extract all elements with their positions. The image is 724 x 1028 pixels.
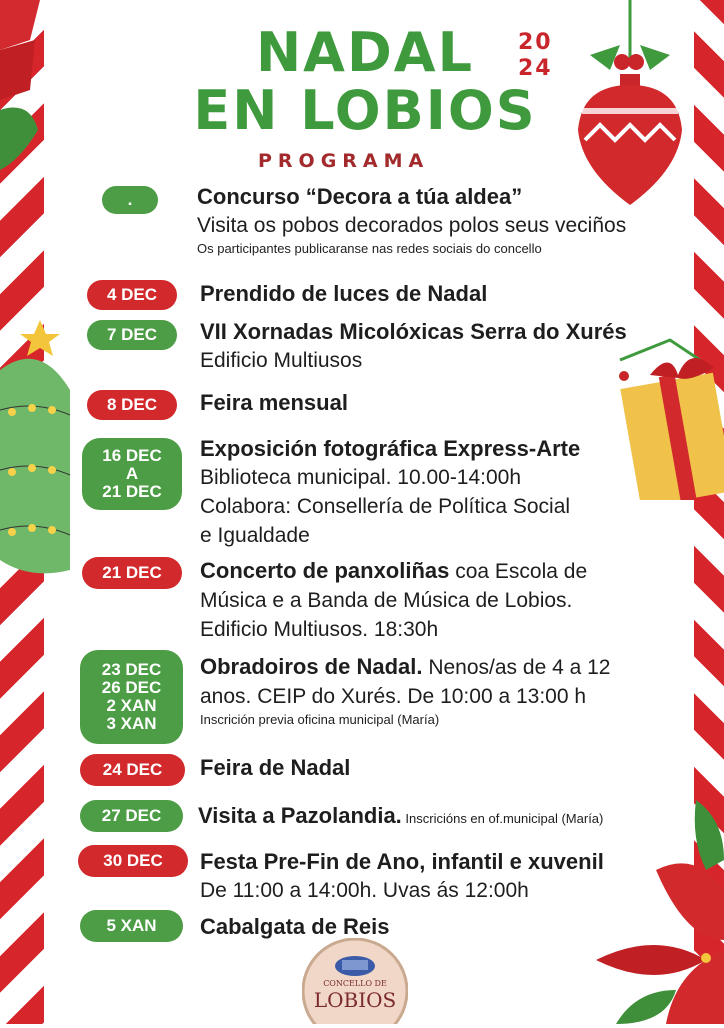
logo-line-2: LOBIOS — [313, 988, 397, 1012]
event-feira-nadal — [200, 753, 350, 782]
event-obradoiros — [200, 652, 610, 729]
date-pill — [82, 557, 182, 589]
date-pill — [82, 438, 182, 510]
event-line: De 11:00 a 14:00h. Uvas ás 12:00h — [200, 879, 529, 902]
event-title-tail: coa Escola de — [449, 560, 588, 583]
event-festa-fin-ano — [200, 847, 604, 905]
event-note: Os participantes publicaranse nas redes sociais do concello — [197, 241, 542, 256]
event-title: Cabalgata de Reis — [200, 914, 390, 939]
date-text: 27 DEC — [101, 806, 162, 825]
event-title-tail: Inscricións en of.municipal (María) — [401, 811, 604, 826]
event-line: Colabora: Consellería de Política Social — [200, 495, 571, 518]
date-text: 4 DEC — [106, 285, 158, 304]
event-line: Edificio Multiusos — [200, 349, 363, 372]
date-pill — [80, 650, 183, 744]
event-cabalgata — [200, 912, 390, 941]
date-text: 30 DEC — [103, 851, 163, 870]
date-pill — [87, 390, 177, 420]
poinsettia-bottom-right-icon — [596, 790, 724, 1024]
date-pill — [80, 754, 185, 786]
title-line-1: NADAL — [255, 21, 474, 84]
date-pill — [80, 800, 183, 832]
year-top: 20 — [518, 30, 553, 55]
event-line: e Igualdade — [200, 524, 310, 547]
date-text: 26 DEC — [101, 678, 162, 697]
date-text: 16 DEC — [102, 446, 162, 465]
event-title: Festa Pre-Fin de Ano, infantil e xuvenil — [200, 849, 604, 874]
event-exposicion — [200, 434, 580, 550]
event-line: Visita os pobos decorados polos seus veciños — [197, 214, 627, 237]
event-pazolandia — [198, 801, 603, 833]
event-title: Concurso “Decora a túa aldea” — [197, 184, 523, 209]
date-text: 5 XAN — [106, 916, 157, 935]
date-pill — [78, 845, 188, 877]
christmas-tree-icon — [0, 300, 80, 580]
date-text: 21 DEC — [102, 482, 162, 501]
event-title: Concerto de panxoliñas — [200, 558, 450, 583]
date-pill — [87, 280, 177, 310]
programa-subtitle: PROGRAMA — [258, 150, 430, 172]
event-line: Biblioteca municipal. 10.00-14:00h — [200, 466, 522, 489]
date-text: A — [125, 464, 139, 483]
gift-box-icon — [610, 320, 724, 500]
event-concerto — [200, 556, 587, 644]
date-pill — [102, 186, 158, 214]
event-line: Música e a Banda de Música de Lobios. — [200, 589, 573, 612]
event-title: Obradoiros de Nadal. — [200, 654, 423, 679]
date-text: 21 DEC — [102, 563, 162, 582]
concello-logo — [302, 938, 408, 1024]
event-note: Inscrición previa oficina municipal (María) — [200, 712, 440, 727]
event-title: Prendido de luces de Nadal — [200, 281, 488, 306]
event-title: Visita a Pazolandia. — [198, 803, 402, 828]
date-pill — [87, 320, 177, 350]
event-line: Edificio Multiusos. 18:30h — [200, 618, 439, 641]
date-text: 23 DEC — [101, 660, 162, 679]
poinsettia-top-left-icon — [0, 0, 60, 200]
event-feira-mensual — [200, 388, 348, 417]
date-text: 2 XAN — [106, 696, 157, 715]
event-line: anos. CEIP do Xurés. De 10:00 a 13:00 h — [200, 685, 587, 708]
date-text: 3 XAN — [106, 714, 157, 733]
date-text: 8 DEC — [106, 395, 158, 414]
date-text: 24 DEC — [102, 760, 163, 779]
year-bottom: 24 — [518, 56, 553, 81]
date-pill — [80, 910, 183, 942]
event-title: Feira de Nadal — [200, 755, 351, 780]
title-line-2: EN LOBIOS — [193, 79, 537, 142]
event-title: VII Xornadas Micolóxicas Serra do Xurés — [200, 319, 627, 344]
date-text: 7 DEC — [106, 325, 158, 344]
event-title: Exposición fotográfica Express-Arte — [200, 436, 581, 461]
event-prendido — [200, 279, 487, 308]
logo-line-1: CONCELLO DE — [323, 979, 387, 988]
poster-title — [150, 21, 580, 142]
date-text: . — [127, 190, 133, 209]
year-label — [518, 30, 553, 82]
christmas-ornament-icon — [570, 0, 700, 210]
event-title: Feira mensual — [200, 390, 348, 415]
event-xornadas — [200, 317, 627, 375]
event-title-tail: Nenos/as de 4 a 12 — [422, 656, 611, 679]
event-concurso — [197, 182, 626, 258]
